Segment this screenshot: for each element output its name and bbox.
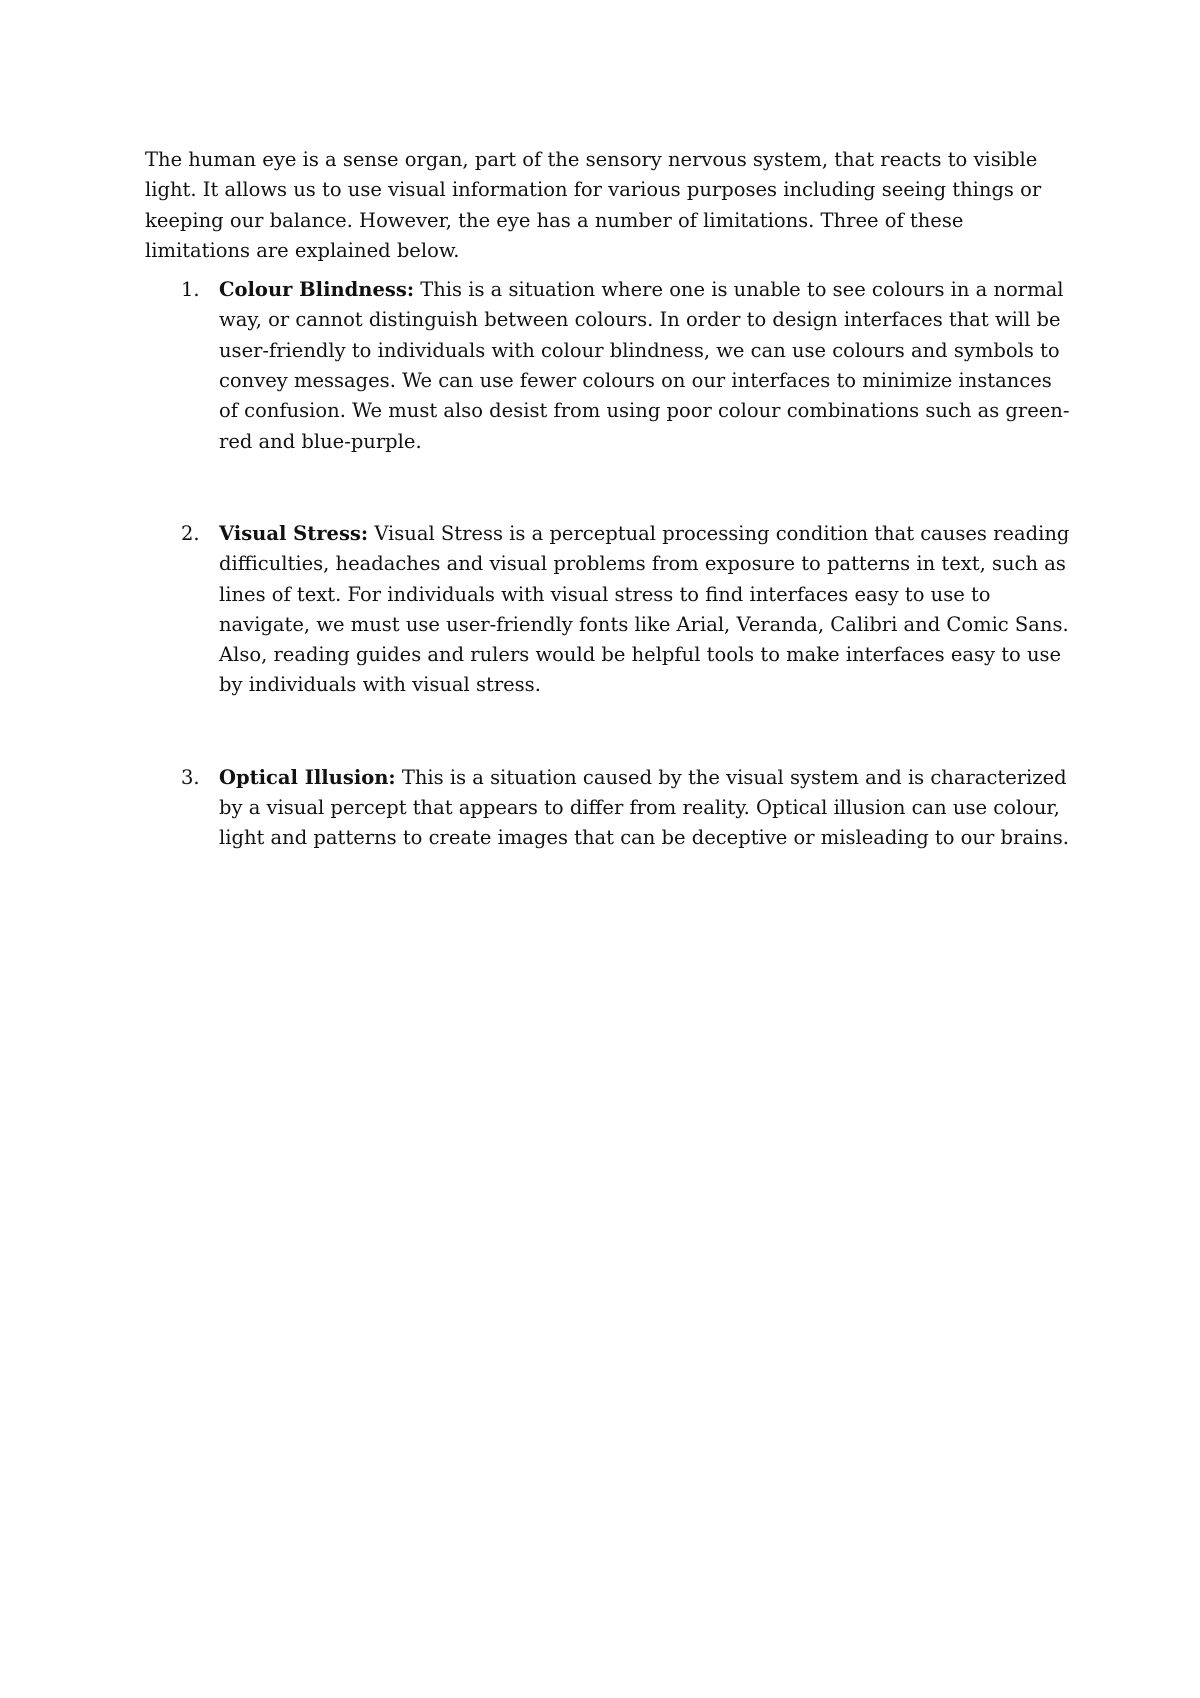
limitation-description: This is a situation where one is unable to see colours in a normal way, or cannot distinguish between colours. In order to design interfaces that will be user-friendly to individuals with colour blindness, we can use colours and symbols to convey messages. We can use fewer colours on our interfaces to minimize instances of confusion. We must also desist from using poor colour combinations such as green-red and blue-purple. bbox=[219, 278, 1070, 453]
limitation-term: Visual Stress: bbox=[219, 521, 369, 545]
intro-paragraph: The human eye is a sense organ, part of the sensory nervous system, that reacts to visible light. It allows us to use visual information for various purposes including seeing things or keeping our balance. However, the eye has a number of limitations. Three of these limitations are explained below. bbox=[145, 148, 1042, 262]
list-number: 1. bbox=[181, 278, 200, 302]
limitation-description: This is a situation caused by the visual system and is characterized by a visual percept that appears to differ from reality. Optical illusion can use colour, light and patterns to create images that can be deceptive or misleading to our brains. bbox=[219, 765, 1069, 850]
list-item-optical-illusion bbox=[145, 763, 1070, 854]
limitation-term: Colour Blindness: bbox=[219, 278, 415, 302]
limitations-list bbox=[145, 275, 1070, 853]
limitation-term: Optical Illusion: bbox=[219, 765, 396, 789]
list-item-visual-stress bbox=[145, 519, 1070, 701]
list-number: 2. bbox=[181, 521, 200, 545]
document-body bbox=[145, 145, 1070, 916]
limitation-description: Visual Stress is a perceptual processing condition that causes reading difficulties, headaches and visual problems from exposure to patterns in text, such as lines of text. For individuals with visual stress to find interfaces easy to use to navigate, we must use user-friendly fonts like Arial, Veranda, Calibri and Comic Sans. Also, reading guides and rulers would be helpful tools to make interfaces easy to use by individuals with visual stress. bbox=[219, 521, 1070, 697]
list-number: 3. bbox=[181, 765, 200, 789]
list-item-colour-blindness bbox=[145, 275, 1070, 457]
